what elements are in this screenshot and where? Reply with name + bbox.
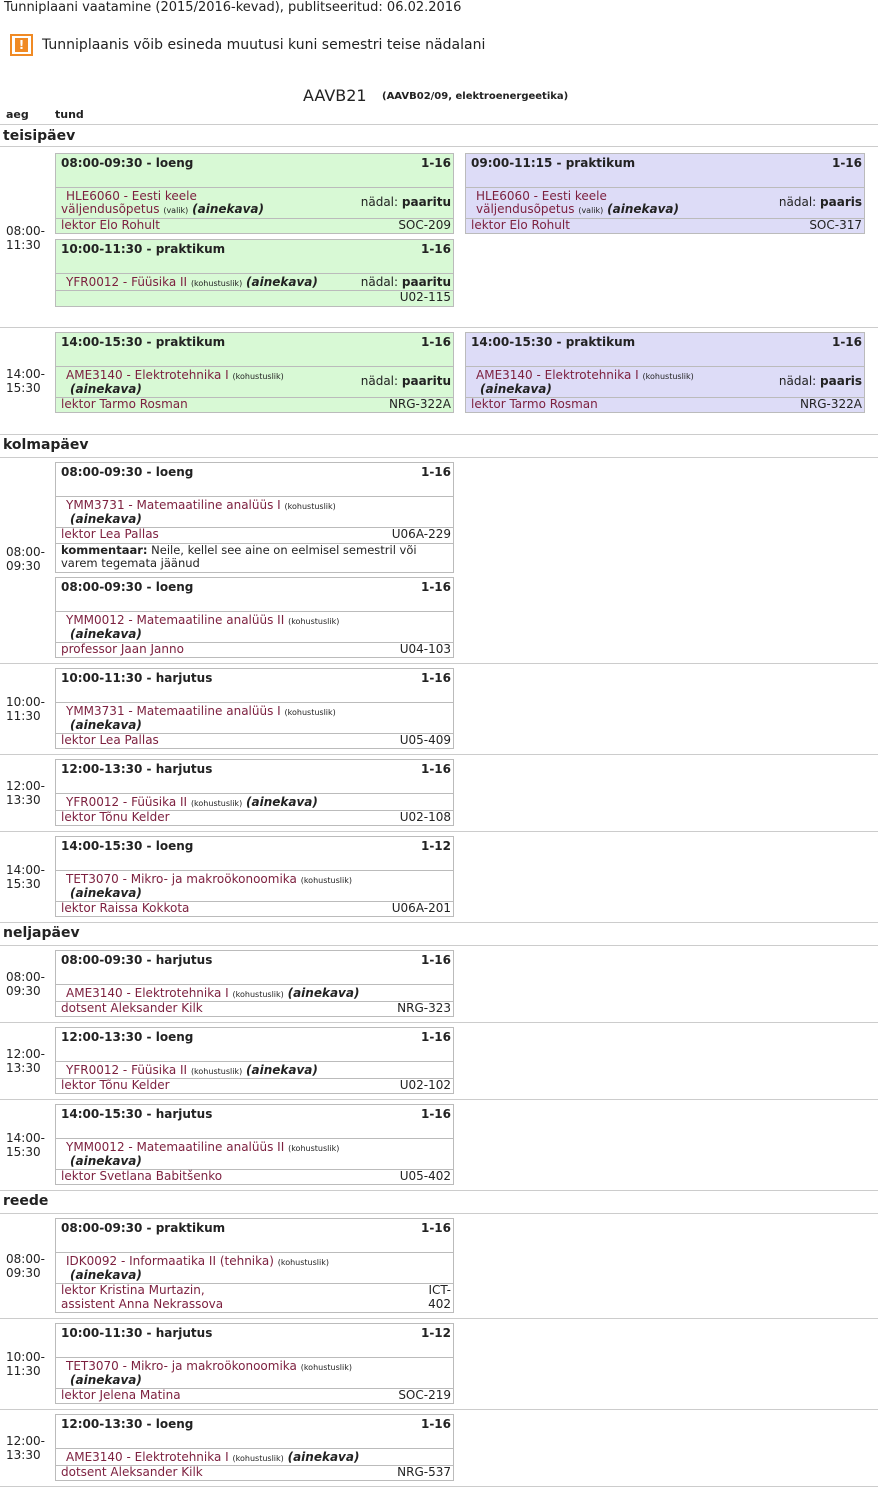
teacher-link[interactable]: lektor Tõnu Kelder bbox=[61, 1078, 170, 1092]
ainekava-link[interactable]: (ainekava) bbox=[70, 886, 142, 900]
lesson-card[interactable] bbox=[55, 759, 454, 826]
subject-link[interactable]: YFR0012 - Füüsika II (kohustuslik) (ainekava) bbox=[66, 275, 318, 289]
lesson-weeks: 1-12 bbox=[420, 1326, 451, 1340]
lesson-weeks: 1-16 bbox=[420, 1030, 451, 1044]
ainekava-link[interactable]: (ainekava) bbox=[70, 512, 142, 526]
subject-link[interactable]: IDK0092 - Informaatika II (tehnika) (kohustuslik) bbox=[66, 1254, 329, 1268]
divider bbox=[0, 457, 878, 458]
subject-link[interactable]: YMM0012 - Matemaatiline analüüs II (kohustuslik) bbox=[66, 613, 340, 627]
lesson-time: 14:00-15:30 - praktikum bbox=[61, 335, 226, 349]
lesson-card[interactable] bbox=[465, 153, 865, 234]
week-parity: nädal: paaris bbox=[778, 374, 862, 388]
lesson-card[interactable] bbox=[55, 462, 454, 573]
subject-link[interactable]: YMM3731 - Matemaatiline analüüs I (kohustuslik) bbox=[66, 498, 336, 512]
lesson-time: 14:00-15:30 - loeng bbox=[61, 839, 194, 853]
lesson-time: 12:00-13:30 - loeng bbox=[61, 1417, 194, 1431]
teacher-link[interactable]: lektor Elo Rohult bbox=[471, 218, 570, 232]
divider bbox=[0, 1213, 878, 1214]
lesson-weeks: 1-16 bbox=[420, 1107, 451, 1121]
column-header-time: aeg bbox=[6, 108, 29, 121]
lesson-card[interactable] bbox=[55, 239, 454, 307]
teacher-link[interactable]: lektor Jelena Matina bbox=[61, 1388, 181, 1402]
lesson-weeks: 1-16 bbox=[420, 671, 451, 685]
lesson-card[interactable] bbox=[55, 1414, 454, 1481]
lesson-time: 10:00-11:30 - harjutus bbox=[61, 1326, 213, 1340]
room: NRG-323 bbox=[397, 1001, 451, 1015]
room: U05-402 bbox=[399, 1169, 451, 1183]
time-slot: 08:00- 09:30 bbox=[6, 1252, 45, 1280]
ainekava-link[interactable]: (ainekava) bbox=[70, 627, 142, 641]
subject-link[interactable]: AME3140 - Elektrotehnika I (kohustuslik) (ainekava) bbox=[66, 1450, 360, 1464]
day-friday: reede bbox=[3, 1193, 49, 1209]
teacher-link[interactable]: dotsent Aleksander Kilk bbox=[61, 1001, 203, 1015]
subject-link[interactable]: YMM3731 - Matemaatiline analüüs I (kohustuslik) bbox=[66, 704, 336, 718]
teacher-link[interactable]: assistent Anna Nekrassova bbox=[61, 1297, 224, 1311]
lesson-weeks: 1-16 bbox=[420, 335, 451, 349]
divider bbox=[0, 831, 878, 832]
lesson-weeks: 1-16 bbox=[420, 1221, 451, 1235]
teacher-link[interactable]: lektor Kristina Murtazin, bbox=[61, 1283, 205, 1297]
time-slot: 10:00- 11:30 bbox=[6, 695, 45, 723]
ainekava-link[interactable]: (ainekava) bbox=[480, 382, 552, 396]
subject-link[interactable]: väljendusõpetus (valik) (ainekava) bbox=[61, 202, 264, 216]
lesson-weeks: 1-16 bbox=[831, 156, 862, 170]
room: U02-115 bbox=[399, 290, 451, 304]
time-slot: 10:00- 11:30 bbox=[6, 1350, 45, 1378]
teacher-link[interactable]: professor Jaan Janno bbox=[61, 642, 184, 656]
lesson-card[interactable] bbox=[55, 1027, 454, 1094]
lesson-time: 10:00-11:30 - harjutus bbox=[61, 671, 213, 685]
time-slot: 08:00- 09:30 bbox=[6, 970, 45, 998]
divider bbox=[0, 146, 878, 147]
lesson-time: 10:00-11:30 - praktikum bbox=[61, 242, 226, 256]
divider bbox=[0, 124, 878, 125]
teacher-link[interactable]: dotsent Aleksander Kilk bbox=[61, 1465, 203, 1479]
ainekava-link[interactable]: (ainekava) bbox=[70, 718, 142, 732]
lesson-time: 12:00-13:30 - loeng bbox=[61, 1030, 194, 1044]
room: U02-108 bbox=[399, 810, 451, 824]
room: 402 bbox=[428, 1297, 451, 1311]
room: U06A-201 bbox=[391, 901, 451, 915]
room: U06A-229 bbox=[391, 527, 451, 541]
lesson-time: 14:00-15:30 - praktikum bbox=[471, 335, 636, 349]
divider bbox=[0, 1409, 878, 1410]
ainekava-link[interactable]: (ainekava) bbox=[70, 1268, 142, 1282]
time-slot: 14:00- 15:30 bbox=[6, 1131, 45, 1159]
teacher-link[interactable]: lektor Lea Pallas bbox=[61, 733, 159, 747]
room: NRG-322A bbox=[799, 397, 862, 411]
teacher-link[interactable]: lektor Tarmo Rosman bbox=[471, 397, 598, 411]
subject-link[interactable]: väljendusõpetus (valik) (ainekava) bbox=[476, 202, 679, 216]
subject-link[interactable]: TET3070 - Mikro- ja makroökonoomika (kohustuslik) bbox=[66, 872, 352, 886]
lesson-weeks: 1-16 bbox=[420, 580, 451, 594]
lesson-card[interactable] bbox=[55, 1323, 454, 1404]
lesson-time: 08:00-09:30 - praktikum bbox=[61, 1221, 226, 1235]
lesson-card[interactable] bbox=[55, 1218, 454, 1313]
subject-link[interactable]: HLE6060 - Eesti keele bbox=[476, 189, 607, 203]
lesson-card[interactable] bbox=[465, 332, 865, 413]
divider bbox=[0, 1022, 878, 1023]
week-parity: nädal: paaritu bbox=[360, 195, 451, 209]
room: NRG-537 bbox=[397, 1465, 451, 1479]
week-parity: nädal: paaritu bbox=[360, 275, 451, 289]
time-slot: 12:00- 13:30 bbox=[6, 1434, 45, 1462]
page-title: Tunniplaani vaatamine (2015/2016-kevad), publitseeritud: 06.02.2016 bbox=[4, 0, 462, 15]
lesson-weeks: 1-16 bbox=[420, 953, 451, 967]
lesson-weeks: 1-16 bbox=[831, 335, 862, 349]
teacher-link[interactable]: lektor Lea Pallas bbox=[61, 527, 159, 541]
day-tuesday: teisipäev bbox=[3, 128, 76, 144]
time-slot: 12:00- 13:30 bbox=[6, 1047, 45, 1075]
lesson-time: 08:00-09:30 - harjutus bbox=[61, 953, 213, 967]
lesson-time: 12:00-13:30 - harjutus bbox=[61, 762, 213, 776]
subject-link[interactable]: HLE6060 - Eesti keele bbox=[66, 189, 197, 203]
subject-link[interactable]: YFR0012 - Füüsika II (kohustuslik) (ainekava) bbox=[66, 795, 318, 809]
subject-link[interactable]: AME3140 - Elektrotehnika I (kohustuslik) bbox=[476, 368, 694, 382]
lesson-weeks: 1-12 bbox=[420, 839, 451, 853]
divider bbox=[0, 945, 878, 946]
room: SOC-209 bbox=[398, 218, 451, 232]
divider bbox=[0, 327, 878, 328]
time-slot: 14:00- 15:30 bbox=[6, 367, 45, 395]
warning-message: Tunniplaanis võib esineda muutusi kuni semestri teise nädalani bbox=[42, 37, 486, 53]
ainekava-link[interactable]: (ainekava) bbox=[70, 1154, 142, 1168]
lesson-weeks: 1-16 bbox=[420, 242, 451, 256]
lesson-time: 08:00-09:30 - loeng bbox=[61, 465, 194, 479]
lesson-card[interactable] bbox=[55, 1104, 454, 1185]
day-thursday: neljapäev bbox=[3, 925, 80, 941]
teacher-link[interactable]: lektor Elo Rohult bbox=[61, 218, 160, 232]
subject-link[interactable]: YMM0012 - Matemaatiline analüüs II (kohustuslik) bbox=[66, 1140, 340, 1154]
subject-link[interactable]: AME3140 - Elektrotehnika I (kohustuslik) (ainekava) bbox=[66, 986, 360, 1000]
divider bbox=[0, 922, 878, 923]
ainekava-link[interactable]: (ainekava) bbox=[70, 382, 142, 396]
lesson-comment: kommentaar: Neile, kellel see aine on eelmisel semestril või varem tegemata jäänud bbox=[61, 543, 417, 570]
lesson-weeks: 1-16 bbox=[420, 762, 451, 776]
lesson-time: 09:00-11:15 - praktikum bbox=[471, 156, 636, 170]
time-slot: 12:00- 13:30 bbox=[6, 779, 45, 807]
group-subtitle: (AAVB02/09, elektroenergeetika) bbox=[382, 91, 569, 102]
ainekava-link[interactable]: (ainekava) bbox=[70, 1373, 142, 1387]
lesson-card[interactable] bbox=[55, 577, 454, 658]
lesson-card[interactable] bbox=[55, 153, 454, 234]
lesson-card[interactable] bbox=[55, 836, 454, 917]
teacher-link[interactable]: lektor Svetlana Babitšenko bbox=[61, 1169, 223, 1183]
divider bbox=[0, 1099, 878, 1100]
room: U05-409 bbox=[399, 733, 451, 747]
group-code: AAVB21 bbox=[303, 86, 367, 105]
divider bbox=[0, 754, 878, 755]
teacher-link[interactable]: lektor Tõnu Kelder bbox=[61, 810, 170, 824]
time-slot: 08:00- 11:30 bbox=[6, 224, 45, 252]
room: U04-103 bbox=[399, 642, 451, 656]
subject-link[interactable]: AME3140 - Elektrotehnika I (kohustuslik) bbox=[66, 368, 284, 382]
lesson-card[interactable] bbox=[55, 668, 454, 749]
time-slot: 14:00- 15:30 bbox=[6, 863, 45, 891]
week-parity: nädal: paaris bbox=[778, 195, 862, 209]
divider bbox=[0, 434, 878, 435]
room: SOC-219 bbox=[398, 1388, 451, 1402]
time-slot: 08:00- 09:30 bbox=[6, 545, 45, 573]
subject-link[interactable]: TET3070 - Mikro- ja makroökonoomika (kohustuslik) bbox=[66, 1359, 352, 1373]
divider bbox=[0, 663, 878, 664]
room: U02-102 bbox=[399, 1078, 451, 1092]
week-parity: nädal: paaritu bbox=[360, 374, 451, 388]
lesson-weeks: 1-16 bbox=[420, 465, 451, 479]
lesson-time: 08:00-09:30 - loeng bbox=[61, 580, 194, 594]
subject-link[interactable]: YFR0012 - Füüsika II (kohustuslik) (ainekava) bbox=[66, 1063, 318, 1077]
teacher-link[interactable]: lektor Tarmo Rosman bbox=[61, 397, 188, 411]
column-header-lesson: tund bbox=[55, 108, 84, 121]
room: SOC-317 bbox=[809, 218, 862, 232]
lesson-weeks: 1-16 bbox=[420, 1417, 451, 1431]
room: NRG-322A bbox=[388, 397, 451, 411]
day-wednesday: kolmapäev bbox=[3, 437, 89, 453]
room: ICT- bbox=[428, 1283, 451, 1297]
lesson-card[interactable] bbox=[55, 332, 454, 413]
divider bbox=[0, 1190, 878, 1191]
lesson-weeks: 1-16 bbox=[420, 156, 451, 170]
teacher-link[interactable]: lektor Raissa Kokkota bbox=[61, 901, 190, 915]
lesson-card[interactable] bbox=[55, 950, 454, 1017]
warning-icon: ! bbox=[10, 34, 33, 56]
lesson-time: 14:00-15:30 - harjutus bbox=[61, 1107, 213, 1121]
divider bbox=[0, 1318, 878, 1319]
lesson-time: 08:00-09:30 - loeng bbox=[61, 156, 194, 170]
